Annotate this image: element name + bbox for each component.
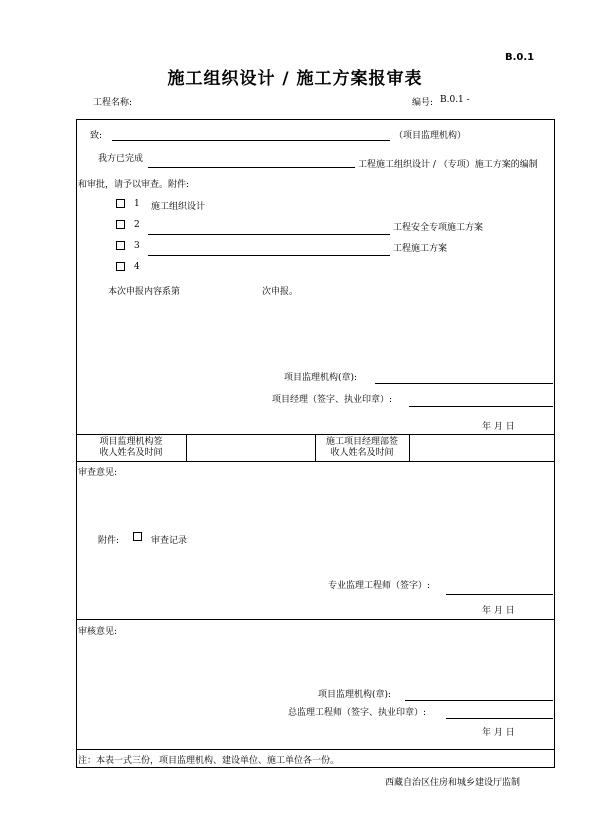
attachment-2-label: 工程安全专项施工方案	[393, 223, 484, 233]
date-1: 年 月 日	[482, 422, 515, 432]
attachment-1-checkbox[interactable]	[116, 199, 125, 208]
receipt-right-line2: 收人姓名及时间	[330, 448, 394, 458]
supervision-org-stamp: 项目监理机构(章):	[284, 373, 358, 383]
divider	[409, 434, 410, 461]
receipt-left-line2: 收人姓名及时间	[99, 448, 163, 458]
receipt-right-line1: 施工项目经理部签	[325, 437, 398, 447]
attachment-3-label: 工程施工方案	[393, 244, 448, 254]
attachment-4-num: 4	[134, 262, 140, 272]
attachment-3-num: 3	[134, 241, 140, 251]
attachment-3-field[interactable]	[148, 255, 390, 256]
attachment-1-label: 施工组织设计	[151, 202, 206, 212]
number-value: B.0.1 -	[440, 95, 470, 105]
attachment-2-checkbox[interactable]	[116, 220, 125, 229]
to-suffix: （项目监理机构）	[394, 131, 467, 141]
divider	[186, 434, 187, 461]
to-label: 致:	[90, 131, 103, 141]
audit-org-field[interactable]	[405, 700, 553, 701]
note: 注：本表一式三份，项目监理机构、建设单位、施工单位各一份。	[78, 756, 340, 766]
review-opinion-label: 审查意见:	[78, 468, 118, 478]
footer: 西藏自治区住房和城乡建设厅监制	[385, 778, 521, 788]
page-title: 施工组织设计 / 施工方案报审表	[167, 69, 423, 89]
receipt-left-line1: 项目监理机构签	[99, 437, 163, 447]
project-manager-field[interactable]	[409, 406, 553, 407]
divider	[76, 619, 554, 620]
submission-suffix: 次申报。	[262, 287, 299, 297]
audit-opinion-label: 审核意见:	[78, 627, 118, 637]
review-attachment-label: 附件:	[98, 536, 120, 546]
form-code: B.0.1	[505, 52, 535, 63]
project-manager-sign: 项目经理（签字、执业印章）:	[272, 395, 393, 405]
attachment-2-field[interactable]	[148, 234, 390, 235]
divider	[76, 749, 554, 750]
receipt-left-label	[76, 437, 186, 459]
attachment-1-num: 1	[134, 199, 140, 209]
receipt-right-label	[315, 437, 409, 459]
date-2: 年 月 日	[482, 606, 515, 616]
attachment-2-num: 2	[134, 220, 140, 230]
review-record-label: 审查记录	[151, 536, 188, 546]
submission-prefix: 本次申报内容系第	[108, 287, 181, 297]
chief-engineer-field[interactable]	[446, 718, 553, 719]
divider	[76, 461, 554, 462]
attachment-4-checkbox[interactable]	[116, 262, 125, 271]
attachment-3-checkbox[interactable]	[116, 241, 125, 250]
supervising-engineer-field[interactable]	[446, 594, 553, 595]
number-label: 编号:	[412, 98, 434, 108]
project-field[interactable]	[148, 167, 355, 168]
completed-suffix: 工程施工组织设计 / （专项）施工方案的编制	[358, 160, 538, 170]
project-name-label: 工程名称:	[93, 98, 133, 108]
completed-prefix: 我方已完成	[98, 154, 144, 164]
supervising-engineer-sign: 专业监理工程师（签字）:	[328, 581, 431, 591]
audit-org-stamp: 项目监理机构(章):	[318, 690, 392, 700]
to-field[interactable]	[112, 140, 390, 141]
chief-engineer-sign: 总监理工程师（签字、执业印章）:	[288, 708, 427, 718]
approval-line: 和审批，请予以审查。附件:	[78, 180, 190, 190]
supervision-org-field[interactable]	[375, 383, 553, 384]
review-record-checkbox[interactable]	[133, 532, 142, 541]
date-3: 年 月 日	[482, 728, 515, 738]
